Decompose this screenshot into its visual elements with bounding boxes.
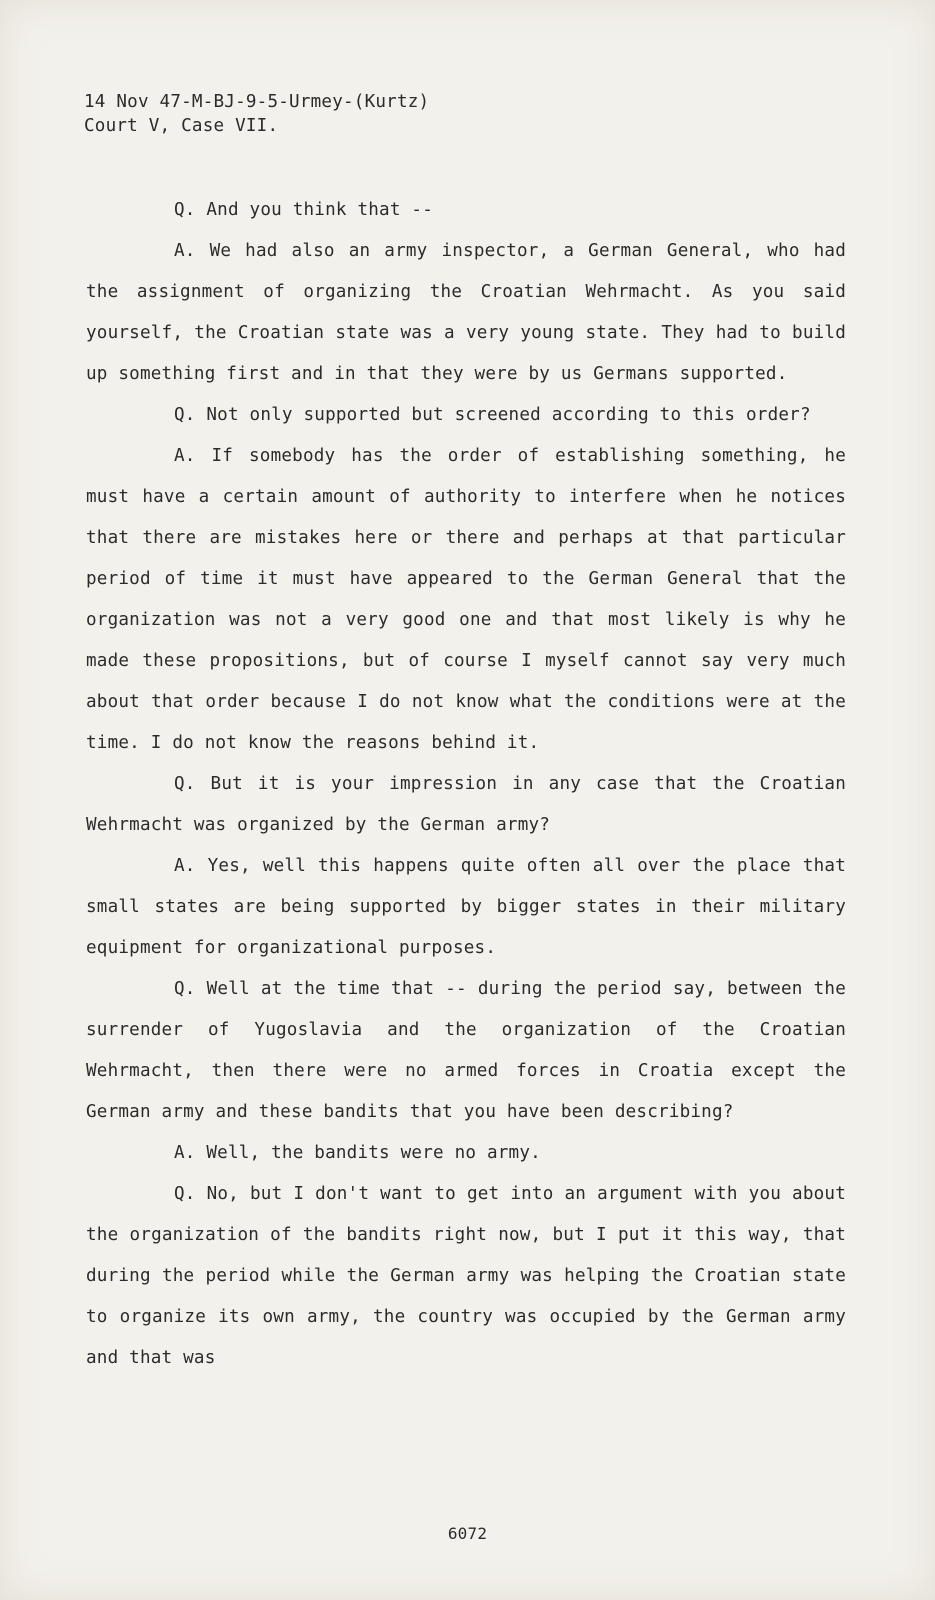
header-line-1: 14 Nov 47-M-BJ-9-5-Urmey-(Kurtz)	[84, 92, 430, 112]
paragraph-a-4: A. Well, the bandits were no army.	[174, 1143, 541, 1163]
paragraph-q-1: Q. And you think that --	[174, 200, 434, 220]
document-header	[84, 90, 429, 138]
paragraph-q-3: Q. But it is your impression in any case that the Croatian Wehrmacht was organized by the German army?	[86, 774, 846, 835]
header-line-2: Court V, Case VII.	[84, 116, 279, 136]
paragraph-a-2: A. If somebody has the order of establishing something, he must have a certain amount of authority to interfere when he notices that there are mistakes here or there and perhaps at that particular period of time it must have appeared to the German General that the organization was not a very good one and that most likely is why he made these propositions, but of course I myself cannot say very much about that order because I do not know what the conditions were at the time. I do not know the reasons behind it.	[86, 446, 846, 753]
paragraph-a-3: A. Yes, well this happens quite often all over the place that small states are being supported by bigger states in their military equipment for organizational purposes.	[86, 856, 846, 958]
paragraph-q-4: Q. Well at the time that -- during the period say, between the surrender of Yugoslavia and the organization of the Croatian Wehrmacht, then there were no armed forces in Croatia except the German army and these bandits that you have been describing?	[86, 979, 846, 1122]
paragraph-q-5: Q. No, but I don't want to get into an argument with you about the organization of the bandits right now, but I put it this way, that during the period while the German army was helping the Croatian state to organize its own army, the country was occupied by the German army and that was	[86, 1184, 846, 1368]
transcript-body	[86, 190, 846, 1379]
paragraph-a-1: A. We had also an army inspector, a German General, who had the assignment of organizing the Croatian Wehrmacht. As you said yourself, the Croatian state was a very young state. They had to build up something first and in that they were by us Germans supported.	[86, 241, 846, 384]
paragraph-q-2: Q. Not only supported but screened according to this order?	[174, 405, 811, 425]
page-number: 6072	[447, 1524, 488, 1543]
